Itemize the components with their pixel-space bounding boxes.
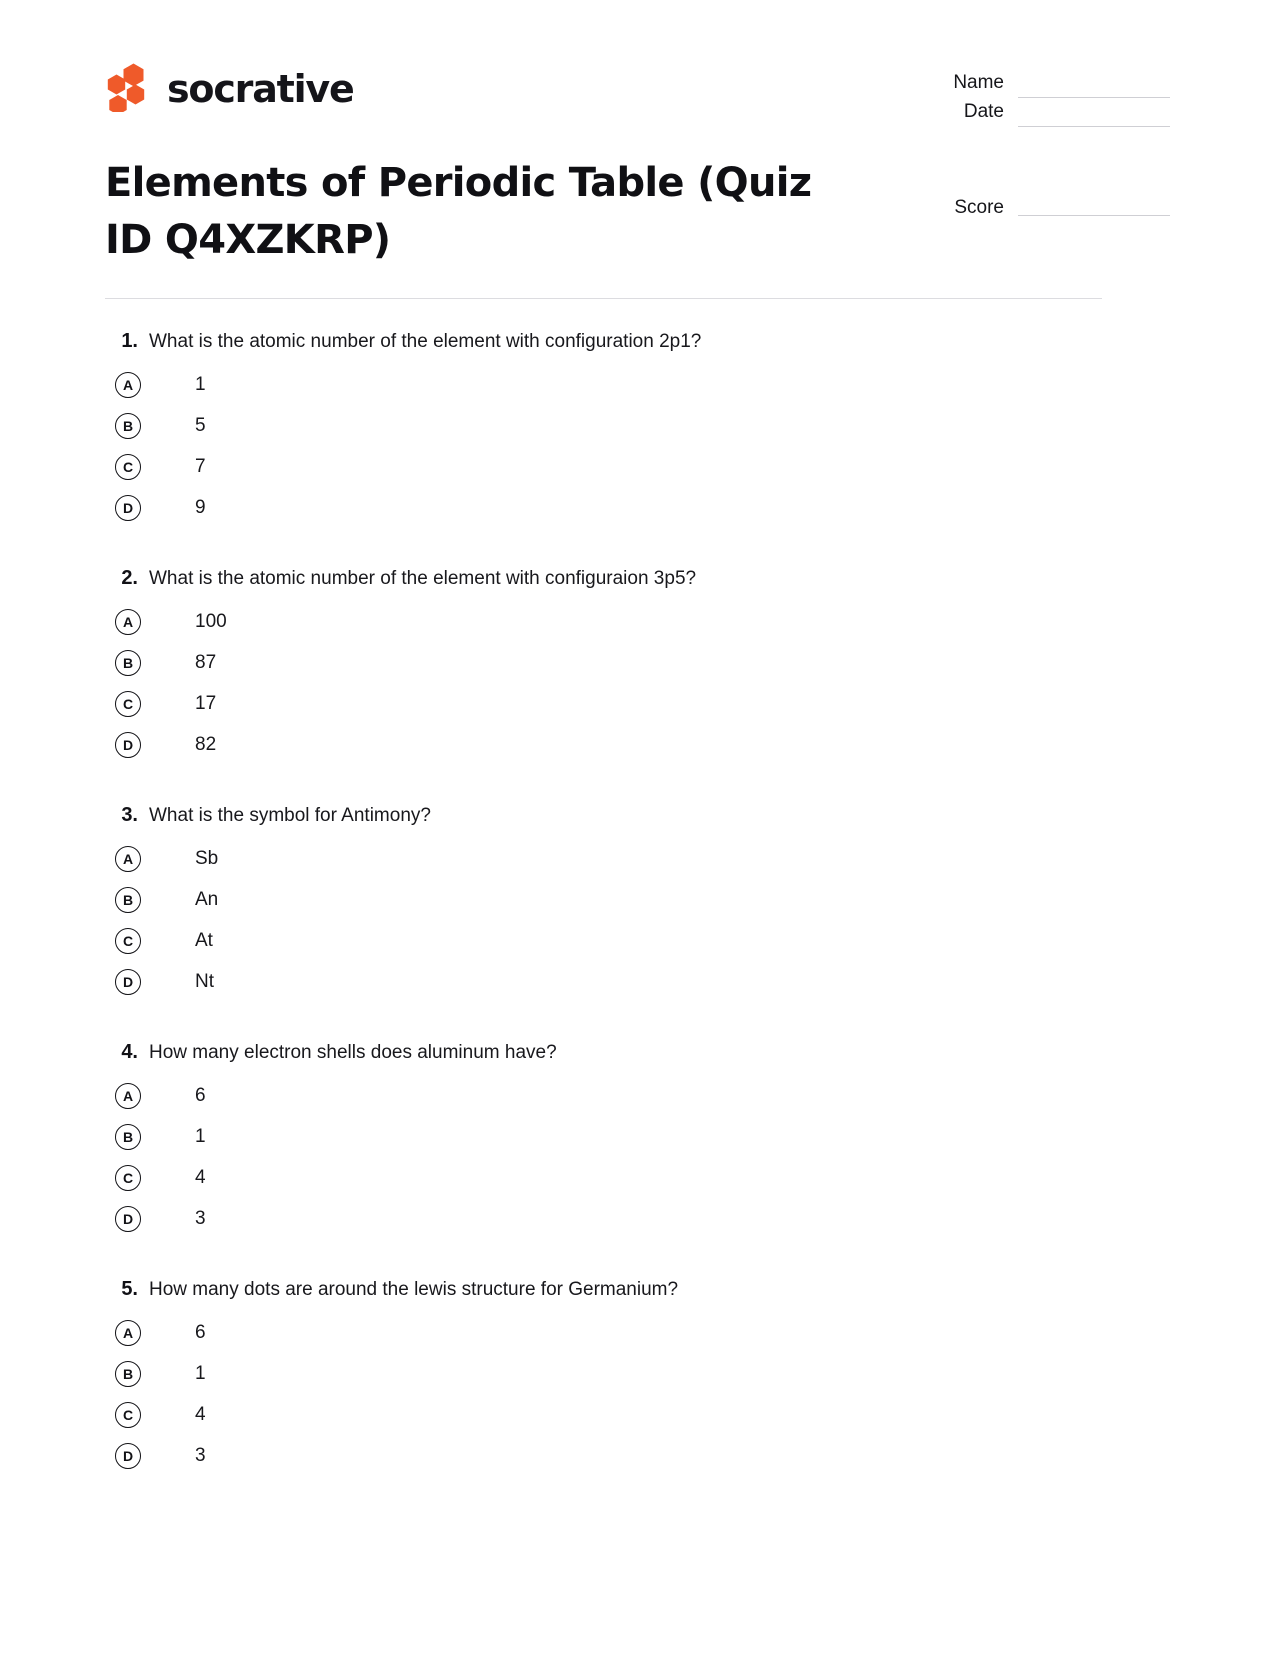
option-bubble-c[interactable]: C <box>115 1402 141 1428</box>
question-text: What is the symbol for Antimony? <box>149 805 431 826</box>
option-bubble-c[interactable]: C <box>115 1165 141 1191</box>
option-bubble-b[interactable]: B <box>115 1124 141 1150</box>
option-bubble-a[interactable]: A <box>115 609 141 635</box>
answer-option[interactable] <box>105 1157 1170 1198</box>
answer-option[interactable] <box>105 601 1170 642</box>
option-text: 17 <box>195 693 217 714</box>
question-list <box>0 327 1275 1512</box>
answer-option[interactable] <box>105 364 1170 405</box>
date-input-line[interactable] <box>1018 126 1170 127</box>
student-meta-fields <box>870 72 1170 130</box>
answer-option[interactable] <box>105 642 1170 683</box>
question-text: What is the atomic number of the element with configuration 2p1? <box>149 331 702 352</box>
answer-option[interactable] <box>105 405 1170 446</box>
question-number: 1. <box>121 330 138 352</box>
option-text: 4 <box>195 1167 206 1188</box>
answer-option[interactable] <box>105 1075 1170 1116</box>
question-item <box>105 1275 1170 1476</box>
answer-options <box>105 364 1170 528</box>
question-text: How many dots are around the lewis structure for Germanium? <box>149 1279 679 1300</box>
option-bubble-c[interactable]: C <box>115 928 141 954</box>
option-text: 6 <box>195 1085 206 1106</box>
question-item <box>105 1038 1170 1239</box>
option-bubble-d[interactable]: D <box>115 1206 141 1232</box>
option-text: 1 <box>195 1126 206 1147</box>
option-text: 82 <box>195 734 217 755</box>
name-label: Name <box>953 72 1004 93</box>
option-text: Nt <box>195 971 214 992</box>
answer-option[interactable] <box>105 920 1170 961</box>
answer-option[interactable] <box>105 724 1170 765</box>
option-text: 6 <box>195 1322 206 1343</box>
answer-options <box>105 1312 1170 1476</box>
answer-options <box>105 601 1170 765</box>
brand-name: socrative <box>167 66 354 111</box>
option-text: At <box>195 930 213 951</box>
option-bubble-b[interactable]: B <box>115 1361 141 1387</box>
question-header <box>105 564 1170 593</box>
answer-option[interactable] <box>105 1198 1170 1239</box>
option-text: 5 <box>195 415 206 436</box>
option-text: 9 <box>195 497 206 518</box>
option-text: 1 <box>195 374 206 395</box>
question-text: How many electron shells does aluminum have? <box>149 1042 557 1063</box>
answer-option[interactable] <box>105 446 1170 487</box>
question-item <box>105 327 1170 528</box>
answer-option[interactable] <box>105 1312 1170 1353</box>
option-text: Sb <box>195 848 219 869</box>
option-bubble-a[interactable]: A <box>115 1083 141 1109</box>
option-bubble-c[interactable]: C <box>115 454 141 480</box>
page-title: Elements of Periodic Table (Quiz ID Q4XZKRP) <box>105 160 812 263</box>
answer-options <box>105 838 1170 1002</box>
question-header <box>105 1275 1170 1304</box>
name-field-row <box>870 72 1170 101</box>
answer-option[interactable] <box>105 487 1170 528</box>
option-bubble-c[interactable]: C <box>115 691 141 717</box>
socrative-brand <box>105 62 354 112</box>
answer-option[interactable] <box>105 1353 1170 1394</box>
answer-option[interactable] <box>105 838 1170 879</box>
question-number: 2. <box>121 567 138 589</box>
answer-options <box>105 1075 1170 1239</box>
option-bubble-d[interactable]: D <box>115 969 141 995</box>
option-text: 4 <box>195 1404 206 1425</box>
answer-option[interactable] <box>105 879 1170 920</box>
answer-option[interactable] <box>105 961 1170 1002</box>
score-field-row <box>870 197 1170 219</box>
question-number: 5. <box>121 1278 138 1300</box>
option-bubble-d[interactable]: D <box>115 495 141 521</box>
score-input-line[interactable] <box>1018 215 1170 216</box>
option-bubble-b[interactable]: B <box>115 413 141 439</box>
date-field-row <box>870 101 1170 130</box>
option-text: 1 <box>195 1363 206 1384</box>
question-item <box>105 564 1170 765</box>
question-text: What is the atomic number of the element with configuraion 3p5? <box>149 568 697 589</box>
score-label: Score <box>954 197 1004 218</box>
answer-option[interactable] <box>105 683 1170 724</box>
option-bubble-b[interactable]: B <box>115 650 141 676</box>
option-text: An <box>195 889 219 910</box>
question-header <box>105 1038 1170 1067</box>
question-header <box>105 327 1170 356</box>
option-text: 3 <box>195 1445 206 1466</box>
page-header <box>0 0 1275 263</box>
option-text: 100 <box>195 611 227 632</box>
option-text: 7 <box>195 456 206 477</box>
socrative-hexagons-logo-icon <box>105 62 153 112</box>
question-number: 3. <box>121 804 138 826</box>
option-text: 87 <box>195 652 217 673</box>
option-text: 3 <box>195 1208 206 1229</box>
question-number: 4. <box>121 1041 138 1063</box>
option-bubble-d[interactable]: D <box>115 1443 141 1469</box>
answer-option[interactable] <box>105 1435 1170 1476</box>
option-bubble-a[interactable]: A <box>115 372 141 398</box>
question-header <box>105 801 1170 830</box>
option-bubble-d[interactable]: D <box>115 732 141 758</box>
answer-option[interactable] <box>105 1116 1170 1157</box>
question-item <box>105 801 1170 1002</box>
header-divider <box>105 298 1102 299</box>
option-bubble-b[interactable]: B <box>115 887 141 913</box>
answer-option[interactable] <box>105 1394 1170 1435</box>
date-label: Date <box>963 101 1004 122</box>
option-bubble-a[interactable]: A <box>115 1320 141 1346</box>
option-bubble-a[interactable]: A <box>115 846 141 872</box>
name-input-line[interactable] <box>1018 97 1170 98</box>
